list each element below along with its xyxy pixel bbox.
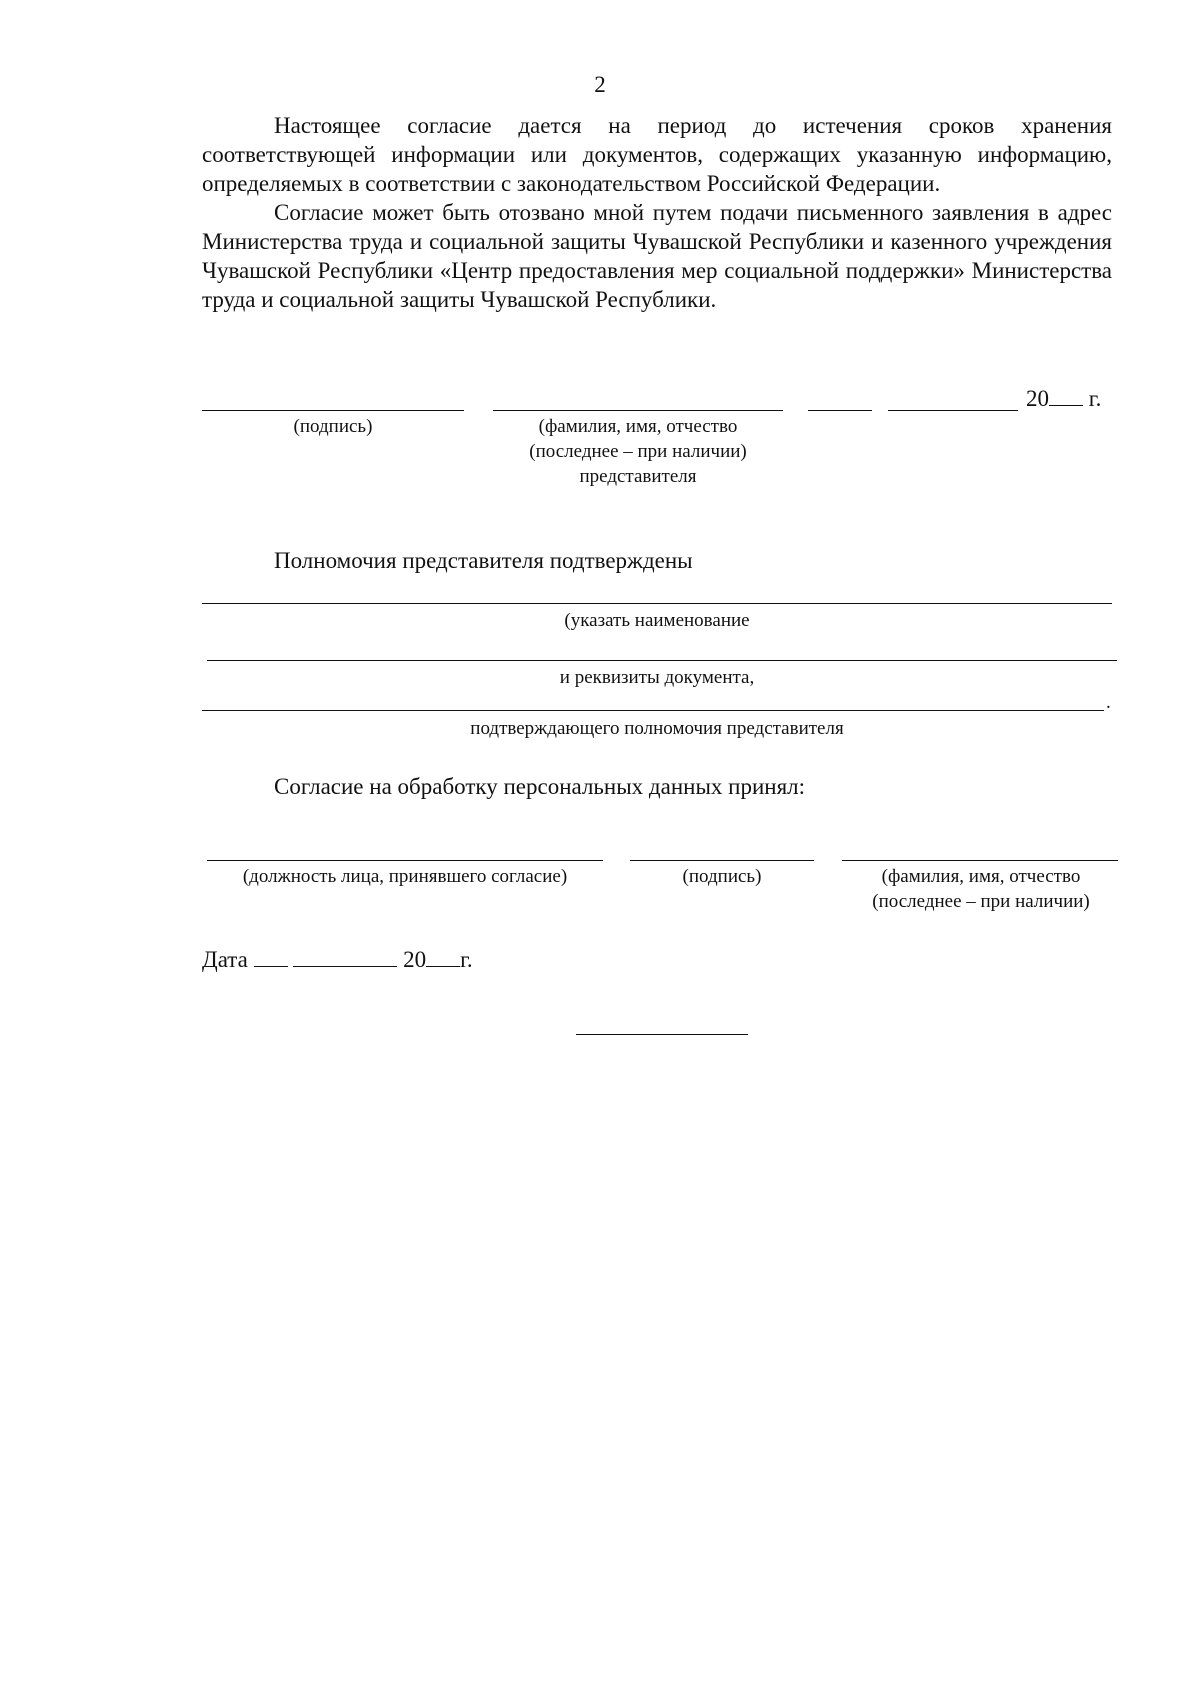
position-blank-line[interactable] xyxy=(207,860,603,861)
signature-blank-line[interactable] xyxy=(202,410,464,411)
document-details-caption: и реквизиты документа, xyxy=(559,667,755,688)
page-number: 2 xyxy=(594,72,606,97)
year-blank-line[interactable] xyxy=(1049,387,1083,406)
authority-heading: Полномочия представителя подтверждены xyxy=(274,548,693,573)
acceptor-name-blank-line[interactable] xyxy=(842,860,1118,861)
date-day-blank-line[interactable] xyxy=(254,948,288,967)
document-name-caption: (указать наименование xyxy=(564,610,750,631)
year-prefix: 20 xyxy=(1026,386,1049,411)
year-field xyxy=(1026,386,1101,412)
consent-text xyxy=(202,111,1112,314)
paragraph-consent-revocation: Согласие может быть отозвано мной путем подачи письменного заявления в адрес Министерства труда и социальной защиты Чувашской Республики и казенного учреждения Чувашской Республики «Центр предоставления мер социальной поддержки» Министерства труда и социальной защиты Чувашской Республики. xyxy=(202,200,1112,312)
closing-separator-line xyxy=(576,1034,748,1035)
caption-line: (фамилия, имя, отчество xyxy=(881,866,1081,887)
end-mark: . xyxy=(1106,692,1111,713)
representative-name-blank-line[interactable] xyxy=(493,410,783,411)
document-confirmation-blank-line[interactable] xyxy=(202,710,1104,711)
signature-caption: (подпись) xyxy=(293,416,373,437)
date-field xyxy=(202,947,473,973)
position-caption: (должность лица, принявшего согласие) xyxy=(242,866,568,887)
acceptor-signature-blank-line[interactable] xyxy=(630,860,814,861)
year-suffix: г. xyxy=(1088,386,1102,411)
caption-line: (фамилия, имя, отчество xyxy=(538,416,738,437)
representative-name-caption xyxy=(470,414,806,489)
caption-line: (последнее – при наличии) xyxy=(529,441,747,462)
date-year-blank-line[interactable] xyxy=(426,948,460,967)
month-blank-line[interactable] xyxy=(888,410,1018,411)
paragraph-consent-period: Настоящее согласие дается на период до истечения сроков хранения соответствующей информации или документов, содержащих указанную информацию, определяемых в соответствии с законодательством Российской Федерации. xyxy=(202,113,1112,196)
date-year-prefix: 20 xyxy=(403,947,427,972)
document-details-blank-line[interactable] xyxy=(207,660,1117,661)
acceptance-heading: Согласие на обработку персональных данных принял: xyxy=(274,774,806,799)
acceptor-name-caption xyxy=(836,864,1126,914)
day-blank-line[interactable] xyxy=(808,410,872,411)
document-name-blank-line[interactable] xyxy=(202,603,1112,604)
acceptor-signature-caption: (подпись) xyxy=(682,866,762,887)
document-confirmation-caption: подтверждающего полномочия представителя xyxy=(470,718,844,739)
date-label: Дата xyxy=(202,947,248,972)
caption-line: представителя xyxy=(579,466,697,487)
date-month-blank-line[interactable] xyxy=(293,948,397,967)
date-year-suffix: г. xyxy=(460,947,473,972)
caption-line: (последнее – при наличии) xyxy=(872,891,1090,912)
